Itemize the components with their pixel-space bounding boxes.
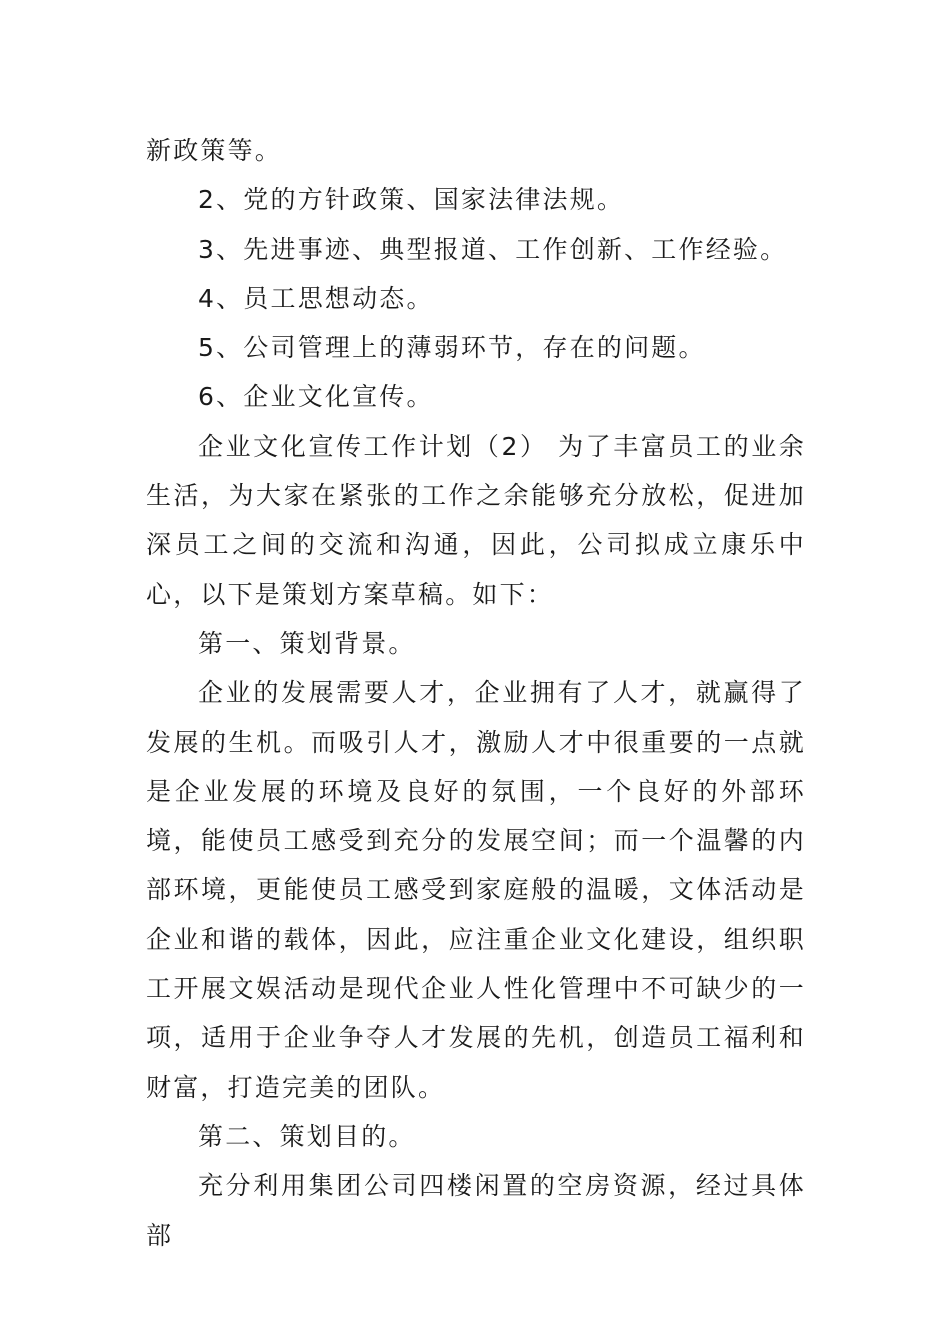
document-body [146, 126, 806, 1260]
list-item-6: 6、企业文化宣传。 [198, 382, 434, 412]
list-item-5: 5、公司管理上的薄弱环节，存在的问题。 [198, 333, 706, 363]
paragraph-background: 企业的发展需要人才，企业拥有了人才，就赢得了发展的生机。而吸引人才，激励人才中很重要的一点就是企业发展的环境及良好的氛围，一个良好的外部环境，能使员工感受到充分的发展空间；而一个温馨的内部环境，更能使员工感受到家庭般的温暖，文体活动是企业和谐的载体，因此，应注重企业文化建设，组织职工开展文娱活动是现代企业人性化管理中不可缺少的一项，适用于企业争夺人才发展的先机，创造员工福利和财富，打造完美的团队。 [146, 678, 806, 1102]
list-item-2: 2、党的方针政策、国家法律法规。 [198, 185, 625, 215]
paragraph-continuation: 新政策等。 [146, 136, 283, 165]
list-item-3: 3、先进事迹、典型报道、工作创新、工作经验。 [198, 234, 788, 264]
list-item-4: 4、员工思想动态。 [198, 283, 434, 313]
paragraph-purpose: 充分利用集团公司四楼闲置的空房资源，经过具体部 [146, 1171, 806, 1250]
section-heading-background: 第一、策划背景。 [198, 628, 416, 658]
section-heading-purpose: 第二、策划目的。 [198, 1121, 416, 1151]
paragraph-plan-intro: 企业文化宣传工作计划（2） 为了丰富员工的业余生活，为大家在紧张的工作之余能够充分放松，促进加深员工之间的交流和沟通，因此，公司拟成立康乐中心，以下是策划方案草稿。如下： [146, 431, 806, 609]
